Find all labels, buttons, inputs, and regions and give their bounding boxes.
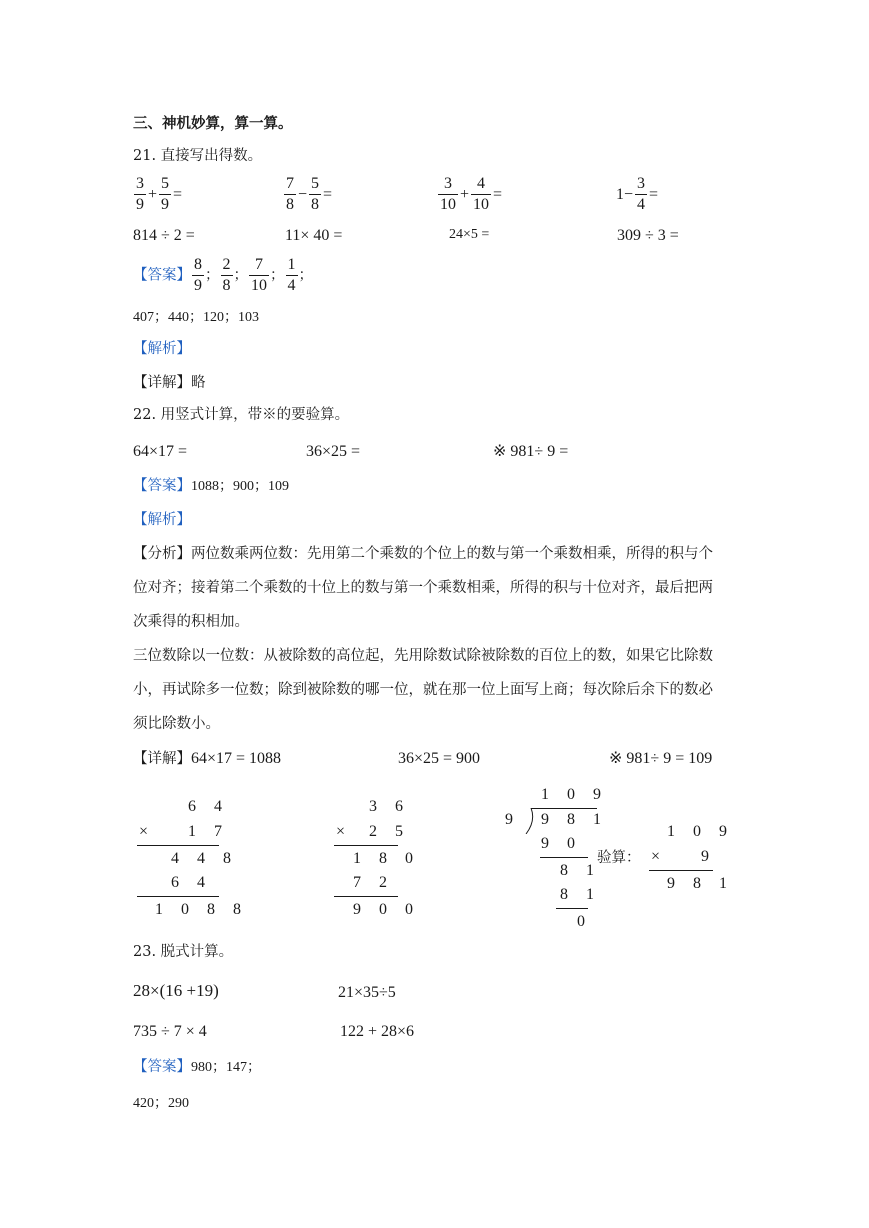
division-bracket-icon (522, 808, 536, 834)
q21-answer-line2: 407；440；120；103 (133, 310, 259, 325)
analysis-line: 位对齐；接着第二个乘数的十位上的数与第一个乘数相乘，所得的积与十位对齐，最后把两 (133, 580, 713, 596)
q23-problem-1: 28×(16 +19) (133, 981, 219, 1000)
q23-problem-3: 735 ÷ 7 × 4 (133, 1023, 207, 1040)
section-title: 三、神机妙算，算一算。 (133, 115, 293, 132)
q23-answer-line2: 420；290 (133, 1096, 189, 1111)
analysis-line: 【分析】两位数乘两位数：先用第二个乘数的个位上的数与第一个乘数相乘，所得的积与个 (133, 546, 713, 562)
q22-detail: 【详解】64×17 = 1088 (133, 750, 282, 767)
fraction: $\frac{7}{8}$ (286, 175, 294, 213)
q21-item-7: 24×5 = (449, 227, 490, 242)
fraction: $\frac{3}{10}$ (440, 175, 456, 213)
q22-detail-eq-2: 36×25 = 900 (398, 750, 481, 767)
q21-title: 21. 直接写出得数。 (133, 148, 263, 164)
q22-problem-1: 64×17 = (133, 443, 188, 460)
check-label: 验算： (597, 850, 641, 866)
q21-analysis-tag: 【解析】 (133, 341, 191, 357)
q21-detail: 【详解】略 (133, 375, 206, 391)
answer-tag: 【答案】 (133, 267, 191, 284)
q22-analysis-tag: 【解析】 (133, 512, 191, 528)
q22-detail-eq-3: ※ 981÷ 9 = 109 (609, 750, 713, 767)
q23-problem-4: 122 + 28×6 (340, 1023, 415, 1040)
q23-title: 23. 脱式计算。 (133, 944, 234, 960)
q21-answer: 【答案】 $\frac{8}{9}$ ； $\frac{2}{8}$ ； $\frac{7}{10}$ ； $\frac{1}{4}$ ； (133, 256, 313, 294)
q21-item-8: 309 ÷ 3 = (617, 227, 679, 244)
q21-item-1: $\frac{3}{9}$ + $\frac{5}{9}$ = (136, 175, 183, 213)
fraction: $\frac{3}{4}$ (637, 175, 646, 213)
q23-answer: 【答案】980；147； (133, 1059, 261, 1075)
fraction: $\frac{3}{9}$ (136, 175, 144, 213)
q21-item-2: $\frac{7}{8}$ − $\frac{5}{8}$ = (286, 175, 333, 213)
q22-problem-2: 36×25 = (306, 443, 361, 460)
analysis-line: 小，再试除多一位数；除到被除数的哪一位，就在那一位上面写上商；每次除后余下的数必 (133, 682, 713, 698)
fraction: $\frac{5}{9}$ (161, 175, 170, 213)
q22-answer: 【答案】1088；900；109 (133, 478, 289, 494)
analysis-line: 须比除数小。 (133, 716, 220, 732)
q21-item-3: $\frac{3}{10}$ + $\frac{4}{10}$ = (440, 175, 503, 213)
q23-problem-2: 21×35÷5 (338, 984, 396, 1001)
q21-item-4: 1− $\frac{3}{4}$ = (616, 175, 659, 213)
q22-title: 22. 用竖式计算，带※的要验算。 (133, 407, 350, 423)
analysis-line: 三位数除以一位数：从被除数的高位起，先用除数试除被除数的百位上的数，如果它比除数 (133, 648, 713, 664)
q21-item-6: 11× 40 = (285, 227, 343, 244)
fraction: $\frac{5}{8}$ (311, 175, 320, 213)
fraction: $\frac{4}{10}$ (473, 175, 490, 213)
q22-problem-3: ※ 981÷ 9 = (493, 443, 569, 460)
analysis-line: 次乘得的积相加。 (133, 614, 249, 630)
q21-item-5: 814 ÷ 2 = (133, 227, 195, 244)
